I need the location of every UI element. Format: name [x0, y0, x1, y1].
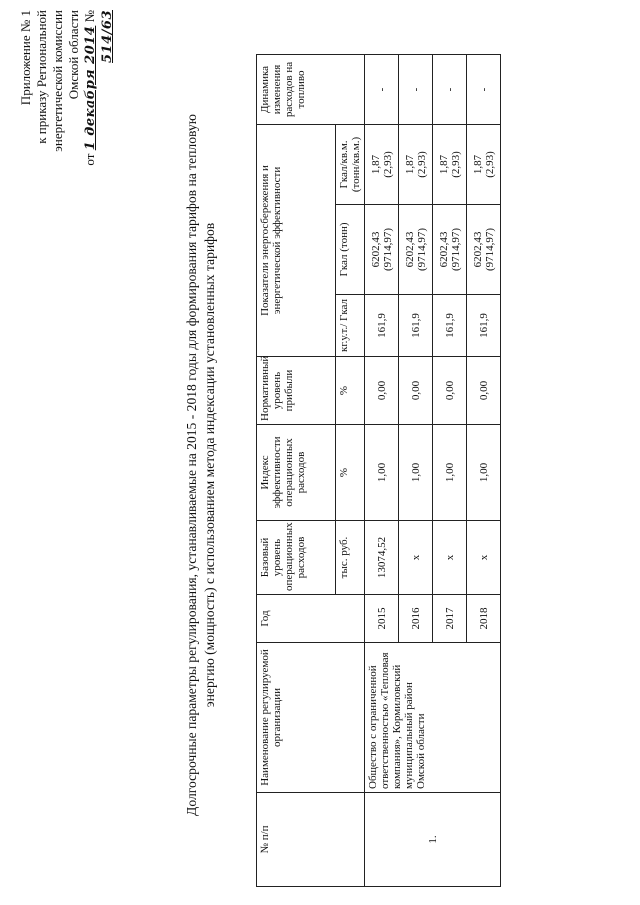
date-prefix: от: [82, 153, 97, 166]
cell-index: 1,00: [467, 425, 501, 521]
appendix-date-line: [82, 10, 116, 185]
header-year: Год: [257, 595, 365, 643]
table-row: [365, 54, 399, 886]
cell-dynamics: -: [399, 54, 433, 124]
header-base-unit: тыс. руб.: [336, 521, 365, 595]
cell-gkal: [433, 205, 467, 295]
cell-sqm: [467, 124, 501, 204]
header-energy-gkal: Гкал (тонн): [336, 205, 365, 295]
cell-kg: 161,9: [433, 295, 467, 357]
cell-profit: 0,00: [467, 357, 501, 425]
header-dynamics: Динамика изменения расходов на топливо: [257, 54, 365, 124]
header-profit-unit: %: [336, 357, 365, 425]
appendix-line-1: Приложение № 1: [18, 10, 33, 106]
cell-base: x: [433, 521, 467, 595]
tonn-sqm-value: (2,93): [449, 151, 462, 178]
header-base: Базовый уровень операционных расходов: [257, 521, 336, 595]
cell-dynamics: -: [365, 54, 399, 124]
title-line-1: Долгосрочные параметры регулирования, устанавливаемые на 2015 - 2018 годы для формирования тарифов на тепловую: [184, 114, 199, 816]
tonn-sqm-value: (2,93): [415, 151, 428, 178]
tonn-value: (9714,97): [449, 227, 462, 272]
tonn-value: (9714,97): [415, 227, 428, 272]
gkal-sqm-value: 1,87: [369, 154, 382, 175]
cell-year: 2016: [399, 595, 433, 643]
header-num: № п/п: [257, 793, 365, 887]
header-index: Индекс эффективности операционных расходов: [257, 425, 336, 521]
cell-sqm: [433, 124, 467, 204]
tonn-value: (9714,97): [381, 227, 394, 272]
gkal-value: 6202,43: [437, 231, 450, 268]
cell-sqm: [399, 124, 433, 204]
cell-base: x: [467, 521, 501, 595]
cell-dynamics: -: [467, 54, 501, 124]
header-energy-sqm: Гкал/кв.м. (тонн/кв.м.): [336, 124, 365, 204]
gkal-value: 6202,43: [471, 231, 484, 268]
row-number: 1.: [365, 793, 501, 887]
header-energy: Показатели энергосбережения и энергетической эффективности: [257, 124, 336, 356]
header-index-unit: %: [336, 425, 365, 521]
cell-kg: 161,9: [365, 295, 399, 357]
cell-sqm: [365, 124, 399, 204]
cell-gkal: [399, 205, 433, 295]
cell-index: 1,00: [399, 425, 433, 521]
appendix-line-4: Омской области: [66, 10, 81, 100]
number-prefix: №: [82, 10, 97, 23]
parameters-table: [256, 54, 501, 887]
gkal-sqm-value: 1,87: [437, 154, 450, 175]
gkal-sqm-value: 1,87: [471, 154, 484, 175]
gkal-sqm-value: 1,87: [403, 154, 416, 175]
cell-index: 1,00: [365, 425, 399, 521]
header-profit: Нормативный уровень прибыли: [257, 357, 336, 425]
cell-kg: 161,9: [399, 295, 433, 357]
appendix-header: [18, 10, 116, 185]
gkal-value: 6202,43: [403, 231, 416, 268]
tonn-value: (9714,97): [483, 227, 496, 272]
cell-base: 13074,52: [365, 521, 399, 595]
cell-profit: 0,00: [399, 357, 433, 425]
cell-year: 2015: [365, 595, 399, 643]
cell-year: 2018: [467, 595, 501, 643]
handwritten-number: 514/63: [100, 10, 115, 63]
cell-kg: 161,9: [467, 295, 501, 357]
header-energy-kg: кг.у.т./ Гкал: [336, 295, 365, 357]
cell-gkal: [467, 205, 501, 295]
cell-base: x: [399, 521, 433, 595]
title-line-2: энергию (мощность) с использованием метода индексации установленных тарифов: [202, 222, 217, 708]
tonn-sqm-value: (2,93): [483, 151, 496, 178]
header-row-1: [257, 54, 336, 886]
org-name-cell: Общество с ограниченной ответственностью «Тепловая компания», Кормиловский муниципальный район Омской области: [365, 643, 501, 793]
cell-year: 2017: [433, 595, 467, 643]
gkal-value: 6202,43: [369, 231, 382, 268]
header-org: Наименование регулируемой организации: [257, 643, 365, 793]
cell-profit: 0,00: [365, 357, 399, 425]
cell-index: 1,00: [433, 425, 467, 521]
handwritten-date: 1 декабря 2014: [83, 25, 98, 151]
appendix-line-2: к приказу Региональной: [34, 10, 49, 144]
cell-gkal: [365, 205, 399, 295]
cell-profit: 0,00: [433, 357, 467, 425]
cell-dynamics: -: [433, 54, 467, 124]
document-title: [183, 45, 219, 885]
tonn-sqm-value: (2,93): [381, 151, 394, 178]
appendix-line-3: энергетической комиссии: [50, 10, 65, 152]
